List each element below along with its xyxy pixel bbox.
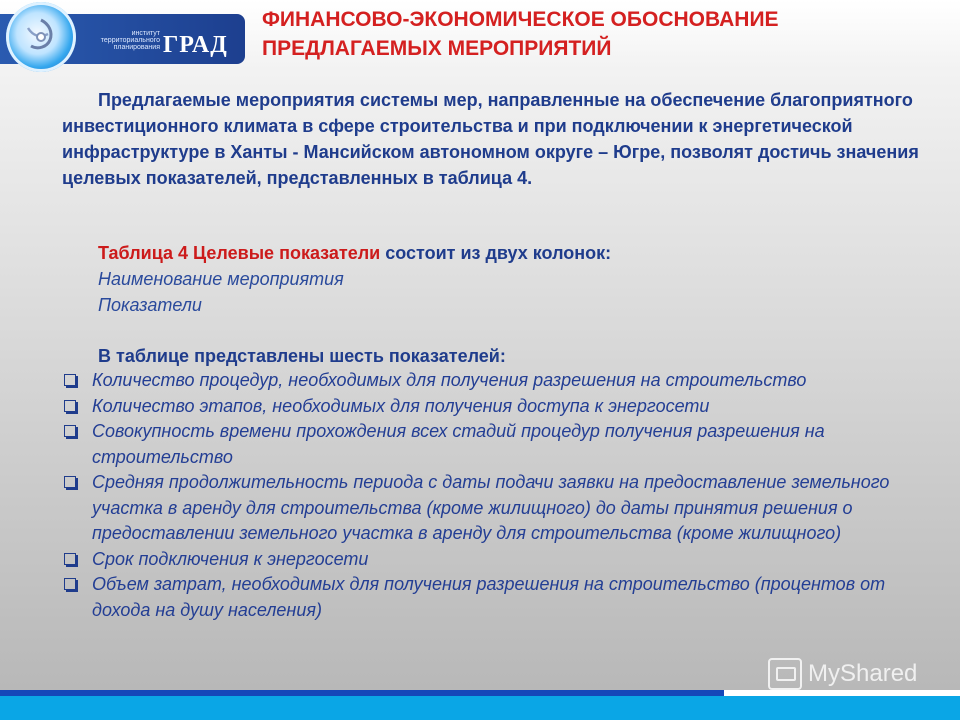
list-item-text: Количество процедур, необходимых для получения разрешения на строительство	[92, 370, 807, 390]
logo-caption-line: планирования	[113, 44, 160, 51]
title-line-1: ФИНАНСОВО-ЭКОНОМИЧЕСКОЕ ОБОСНОВАНИЕ	[262, 8, 779, 31]
watermark	[768, 658, 917, 690]
indicators-heading: В таблице представлены шесть показателей:	[98, 346, 506, 366]
list-item-text: Срок подключения к энергосети	[92, 548, 369, 569]
checkbox-bullet-icon	[64, 476, 76, 488]
list-item-text: Средняя продолжительность периода с даты подачи заявки на предоставление земельного участка в аренду для строительства (кроме жилищного) до даты принятия решения о предоставлении земельного участка в аренду для строительства (кроме жилищного)	[92, 472, 890, 543]
column-name-1: Наименование мероприятия	[98, 269, 344, 289]
table-note-text: состоит из двух колонок:	[380, 243, 612, 263]
list-item	[62, 547, 942, 573]
logo-text: ГРАД	[163, 32, 228, 58]
list-item	[62, 419, 942, 470]
logo-caption	[82, 30, 160, 51]
logo-caption-line: институт	[131, 30, 160, 37]
checkbox-bullet-icon	[64, 553, 76, 565]
checkbox-bullet-icon	[64, 400, 76, 412]
column-name-2: Показатели	[98, 295, 202, 315]
list-item-text: Количество этапов, необходимых для получения доступа к энергосети	[92, 395, 710, 416]
logo-caption-line: территориального	[100, 37, 160, 44]
checkbox-bullet-icon	[64, 425, 76, 437]
intro-text: Предлагаемые мероприятия системы мер, направленные на обеспечение благоприятного инвестиционного климата в сфере строительства и при подключении к энергетической инфраструктуре в Ханты - Мансийском автономном округе – Югре, позволят достичь значения целевых показателей, представленных в таблица 4.	[62, 90, 919, 188]
table-note-title: Таблица 4 Целевые показатели	[98, 243, 381, 263]
checkbox-bullet-icon	[64, 578, 76, 590]
logo-emblem-icon	[6, 2, 76, 72]
list-item-text: Совокупность времени прохождения всех стадий процедур получения разрешения на строительство	[92, 421, 825, 467]
indicators-list	[62, 368, 942, 623]
watermark-logo-icon	[768, 658, 802, 690]
table-note	[98, 240, 611, 266]
list-item	[62, 368, 942, 394]
footer-bar-cyan	[0, 696, 960, 720]
watermark-text: MyShared	[808, 660, 918, 687]
list-item	[62, 470, 942, 547]
list-item	[62, 572, 942, 623]
list-item-text: Объем затрат, необходимых для получения разрешения на строительство (процентов от дохода на душу населения)	[92, 574, 886, 620]
checkbox-bullet-icon	[64, 374, 76, 386]
intro-paragraph	[62, 87, 942, 191]
slide-title	[262, 5, 942, 63]
title-line-2: ПРЕДЛАГАЕМЫХ МЕРОПРИЯТИЙ	[262, 37, 612, 60]
list-item	[62, 394, 942, 420]
